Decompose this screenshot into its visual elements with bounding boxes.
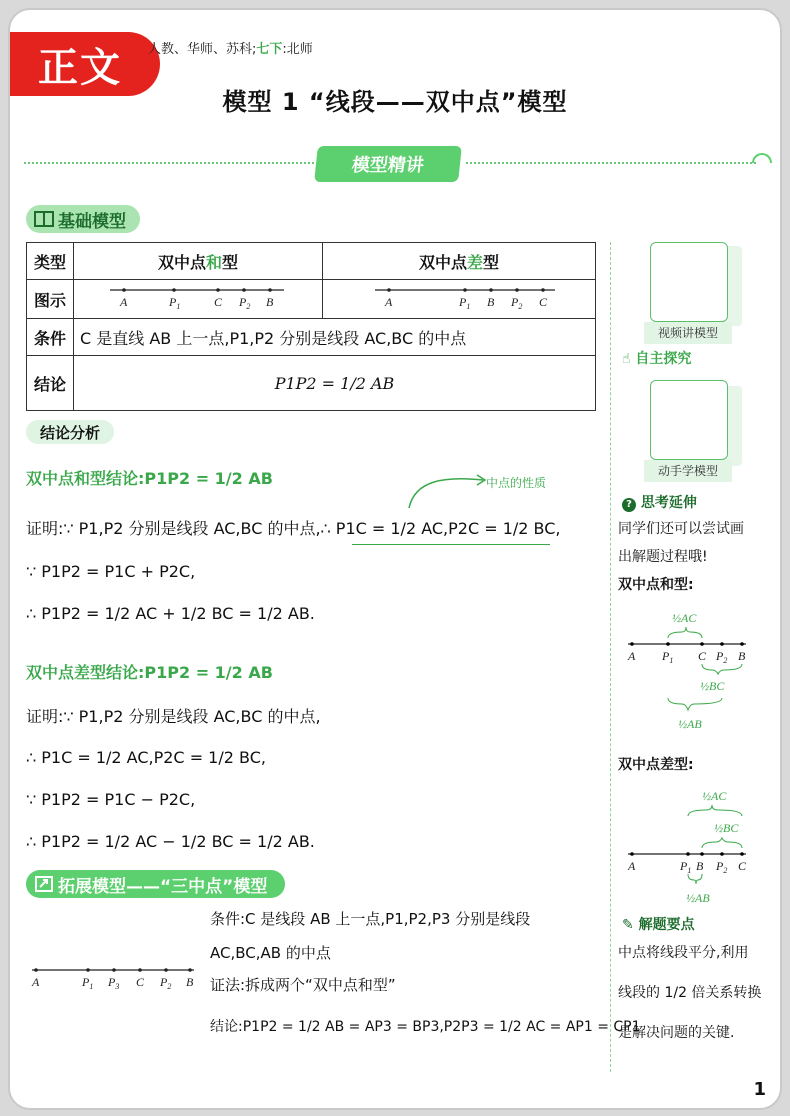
diff-proof-line-4: ∴ P1P2 = 1/2 AC − 1/2 BC = 1/2 AB. [26, 832, 315, 851]
row-label-type: 类型 [27, 243, 74, 280]
banner-text: 模型精讲 [350, 155, 425, 176]
extended-condition-2: AC,BC,AB 的中点 [210, 944, 331, 962]
svg-text:B: B [186, 975, 194, 989]
key-text-1: 中点将线段平分,利用 [618, 945, 749, 961]
page-title: 模型 1 “线段——双中点”模型 [222, 88, 568, 116]
svg-text:A: A [385, 295, 393, 309]
hand-icon: ☝ [622, 351, 631, 367]
svg-text:P1: $P_1$ [82, 975, 94, 991]
sidebar-divider [610, 242, 612, 1072]
label-p2: $P_2$ [239, 295, 251, 311]
page [8, 8, 782, 1110]
sum-proof-line-3: ∴ P1P2 = 1/2 AC + 1/2 BC = 1/2 AB. [26, 604, 315, 623]
point-b [268, 288, 272, 292]
editions-suffix: :北师 [282, 42, 313, 57]
divider-right [466, 162, 756, 164]
svg-text:B: B [487, 295, 495, 309]
key-heading: ✎ 解题要点 [622, 917, 695, 933]
diff-proof-line-1: 证明:∵ P1,P2 分别是线段 AC,BC 的中点, [26, 707, 321, 726]
conclusion-formula: P1P2 = 1/2 AB [74, 356, 596, 411]
diff-sidebar-figure [616, 780, 756, 910]
editions-prefix: 人教、华师、苏科; [148, 42, 257, 57]
pencil-icon: ✎ [622, 917, 634, 933]
question-icon: ? [622, 498, 636, 512]
row-label-conclusion: 结论 [27, 356, 74, 411]
label-c: C [214, 295, 223, 309]
condition-text: C 是直线 AB 上一点,P1,P2 分别是线段 AC,BC 的中点 [74, 319, 596, 356]
figure-diff [323, 280, 596, 319]
page-number: 1 [753, 1079, 766, 1100]
sum-conclusion-title: 双中点和型结论:P1P2 = 1/2 AB [26, 469, 273, 488]
model-table [26, 242, 596, 411]
extended-model-heading [26, 870, 285, 898]
label-b: B [266, 295, 274, 309]
underline-midpoint [352, 544, 550, 545]
row-label-condition: 条件 [27, 319, 74, 356]
sum-label: 双中点和型: [618, 577, 694, 593]
svg-text:C: C [738, 859, 747, 873]
think-text-2: 出解题过程哦! [618, 549, 708, 565]
svg-text:½BC: ½BC [714, 821, 739, 835]
think-heading: ? 思考延伸 [622, 492, 697, 512]
svg-text:½AC: ½AC [702, 789, 727, 803]
svg-text:P3: $P_3$ [108, 975, 120, 991]
hands-on-qr-placeholder[interactable] [650, 380, 728, 460]
point-p2 [242, 288, 246, 292]
diff-proof-line-2: ∴ P1C = 1/2 AC,P2C = 1/2 BC, [26, 748, 266, 767]
editions-grade: 七下 [256, 42, 283, 57]
expand-icon [34, 875, 54, 893]
analysis-heading: 结论分析 [26, 420, 114, 444]
point-a [122, 288, 126, 292]
svg-text:C: C [539, 295, 548, 309]
point-p1 [172, 288, 176, 292]
svg-text:P2: $P_2$ [511, 295, 523, 311]
section-badge: 正文 [8, 32, 160, 96]
svg-text:P2: $P_2$ [716, 649, 728, 665]
point-c [216, 288, 220, 292]
svg-text:P1: $P_1$ [459, 295, 471, 311]
figure-sum [74, 280, 323, 319]
svg-text:B: B [696, 859, 704, 873]
explore-heading: ☝ 自主探究 [622, 351, 692, 367]
label-p1: $P_1$ [169, 295, 181, 311]
video-label: 视频讲模型 [644, 322, 732, 344]
svg-text:A: A [628, 649, 636, 663]
section-banner [314, 146, 462, 182]
svg-text:P1: $P_1$ [662, 649, 674, 665]
type-diff: 双中点差型 [323, 243, 596, 280]
sum-sidebar-figure [616, 602, 756, 742]
annotation-arrow [405, 472, 495, 512]
svg-text:C: C [698, 649, 707, 663]
svg-text:A: A [628, 859, 636, 873]
svg-text:A: A [32, 975, 40, 989]
think-text-1: 同学们还可以尝试画 [618, 521, 744, 537]
extended-method: 证法:拆成两个“双中点和型” [210, 976, 396, 994]
svg-text:P1: $P_1$ [680, 859, 692, 875]
diff-label: 双中点差型: [618, 757, 694, 773]
label-a: A [120, 295, 128, 309]
hands-on-label: 动手学模型 [644, 460, 732, 482]
sum-proof-line-1: 证明:∵ P1,P2 分别是线段 AC,BC 的中点,∴ P1C = 1/2 AC,P2C = 1/2 BC, [26, 519, 561, 538]
edition-tags [148, 38, 313, 57]
sum-proof-line-2: ∵ P1P2 = P1C + P2C, [26, 562, 196, 581]
three-midpoint-figure [22, 960, 202, 996]
svg-text:½AB: ½AB [678, 717, 702, 731]
segment-figure-sum [80, 280, 316, 314]
svg-text:½AC: ½AC [672, 611, 697, 625]
basic-heading-text: 基础模型 [58, 211, 126, 232]
diff-conclusion-title: 双中点差型结论:P1P2 = 1/2 AB [26, 663, 273, 682]
svg-text:B: B [738, 649, 746, 663]
book-icon [34, 210, 54, 228]
svg-text:½AB: ½AB [686, 891, 710, 905]
video-qr-placeholder[interactable] [650, 242, 728, 322]
diff-proof-line-3: ∵ P1P2 = P1C − P2C, [26, 790, 196, 809]
svg-text:C: C [136, 975, 145, 989]
type-sum: 双中点和型 [74, 243, 323, 280]
extended-heading-text: 拓展模型——“三中点”模型 [58, 876, 268, 897]
row-label-figure: 图示 [27, 280, 74, 319]
segment-figure-diff [329, 280, 589, 314]
svg-text:P2: $P_2$ [160, 975, 172, 991]
annotation-text: 中点的性质 [486, 476, 547, 490]
half-circle-icon [752, 153, 772, 163]
svg-text:½BC: ½BC [700, 679, 725, 693]
extended-conclusion: 结论:P1P2 = 1/2 AB = AP3 = BP3,P2P3 = 1/2 AC = AP1 = CP1 [210, 1019, 641, 1035]
divider-left [24, 162, 314, 164]
basic-model-heading [26, 205, 140, 233]
extended-condition-1: 条件:C 是线段 AB 上一点,P1,P2,P3 分别是线段 [210, 910, 531, 928]
key-text-2: 线段的 1/2 倍关系转换 [618, 985, 762, 1001]
svg-text:P2: $P_2$ [716, 859, 728, 875]
key-text-3: 是解决问题的关键. [618, 1025, 735, 1041]
